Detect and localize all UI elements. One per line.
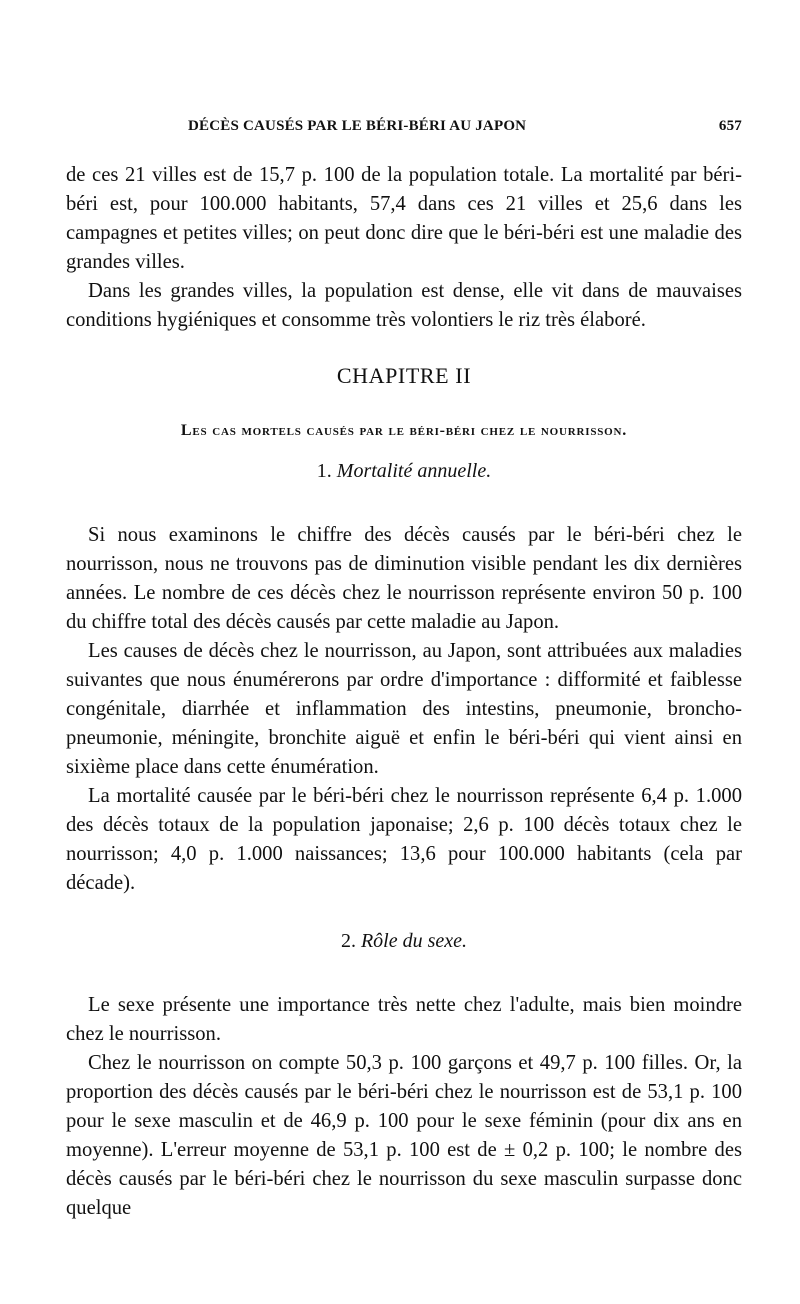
section-number-2: 2.	[340, 930, 356, 952]
book-page	[66, 112, 742, 1223]
paragraph-5: La mortalité causée par le béri-béri chez le nourrisson représente 6,4 p. 1.000 des décès totaux de la population japonaise; 2,6 p. 100 décès totaux chez le nourrisson; 4,0 p. 1.000 naissances; 13,6 pour 100.000 habitants (cela par décade).	[66, 785, 742, 894]
chapter-title: CHAPITRE II	[336, 363, 472, 388]
running-title: DÉCÈS CAUSÉS PAR LE BÉRI-BÉRI AU JAPON	[188, 118, 527, 134]
section-number-1: 1.	[316, 460, 332, 482]
paragraph-6: Le sexe présente une importance très nette chez l'adulte, mais bien moindre chez le nourrisson.	[66, 994, 742, 1045]
section-heading-1	[66, 460, 742, 483]
section-title-1: Mortalité annuelle.	[336, 460, 492, 482]
paragraph-7: Chez le nourrisson on compte 50,3 p. 100 garçons et 49,7 p. 100 filles. Or, la proportion des décès causés par le béri-béri chez le nourrisson est de 53,1 p. 100 pour le sexe masculin et de 46,9 p. 100 pour le sexe féminin (pour dix ans en moyenne). L'erreur moyenne de 53,1 p. 100 est de ± 0,2 p. 100; le nombre des décès causés par le béri-béri chez le nourrisson du sexe masculin surpasse donc quelque	[66, 1052, 742, 1219]
running-header	[66, 112, 742, 142]
paragraph-4: Les causes de décès chez le nourrisson, au Japon, sont attribuées aux maladies suivantes que nous énumérerons par ordre d'importance : difformité et faiblesse congénitale, diarrhée et inflammation des intestins, pneumonie, broncho-pneumonie, méningite, bronchite aiguë et enfin le béri-béri qui vient ainsi en sixième place dans cette énumération.	[66, 640, 742, 778]
section-heading-2	[66, 930, 742, 953]
chapter-subtitle: Les cas mortels causés par le béri-béri chez le nourrisson.	[180, 422, 628, 439]
page-number: 657	[718, 118, 742, 134]
section-title-2: Rôle du sexe.	[360, 930, 468, 952]
paragraph-2: Dans les grandes villes, la population est dense, elle vit dans de mauvaises conditions hygiéniques et consomme très volontiers le riz très élaboré.	[66, 280, 742, 331]
paragraph-3: Si nous examinons le chiffre des décès causés par le béri-béri chez le nourrisson, nous ne trouvons pas de diminution visible pendant les dix dernières années. Le nombre de ces décès chez le nourrisson représente environ 50 p. 100 du chiffre total des décès causés par cette maladie au Japon.	[66, 524, 742, 633]
paragraph-1: de ces 21 villes est de 15,7 p. 100 de la population totale. La mortalité par béri-béri est, pour 100.000 habitants, 57,4 dans ces 21 villes et 25,6 dans les campagnes et petites villes; on peut donc dire que le béri-béri est une maladie des grandes villes.	[66, 164, 742, 273]
